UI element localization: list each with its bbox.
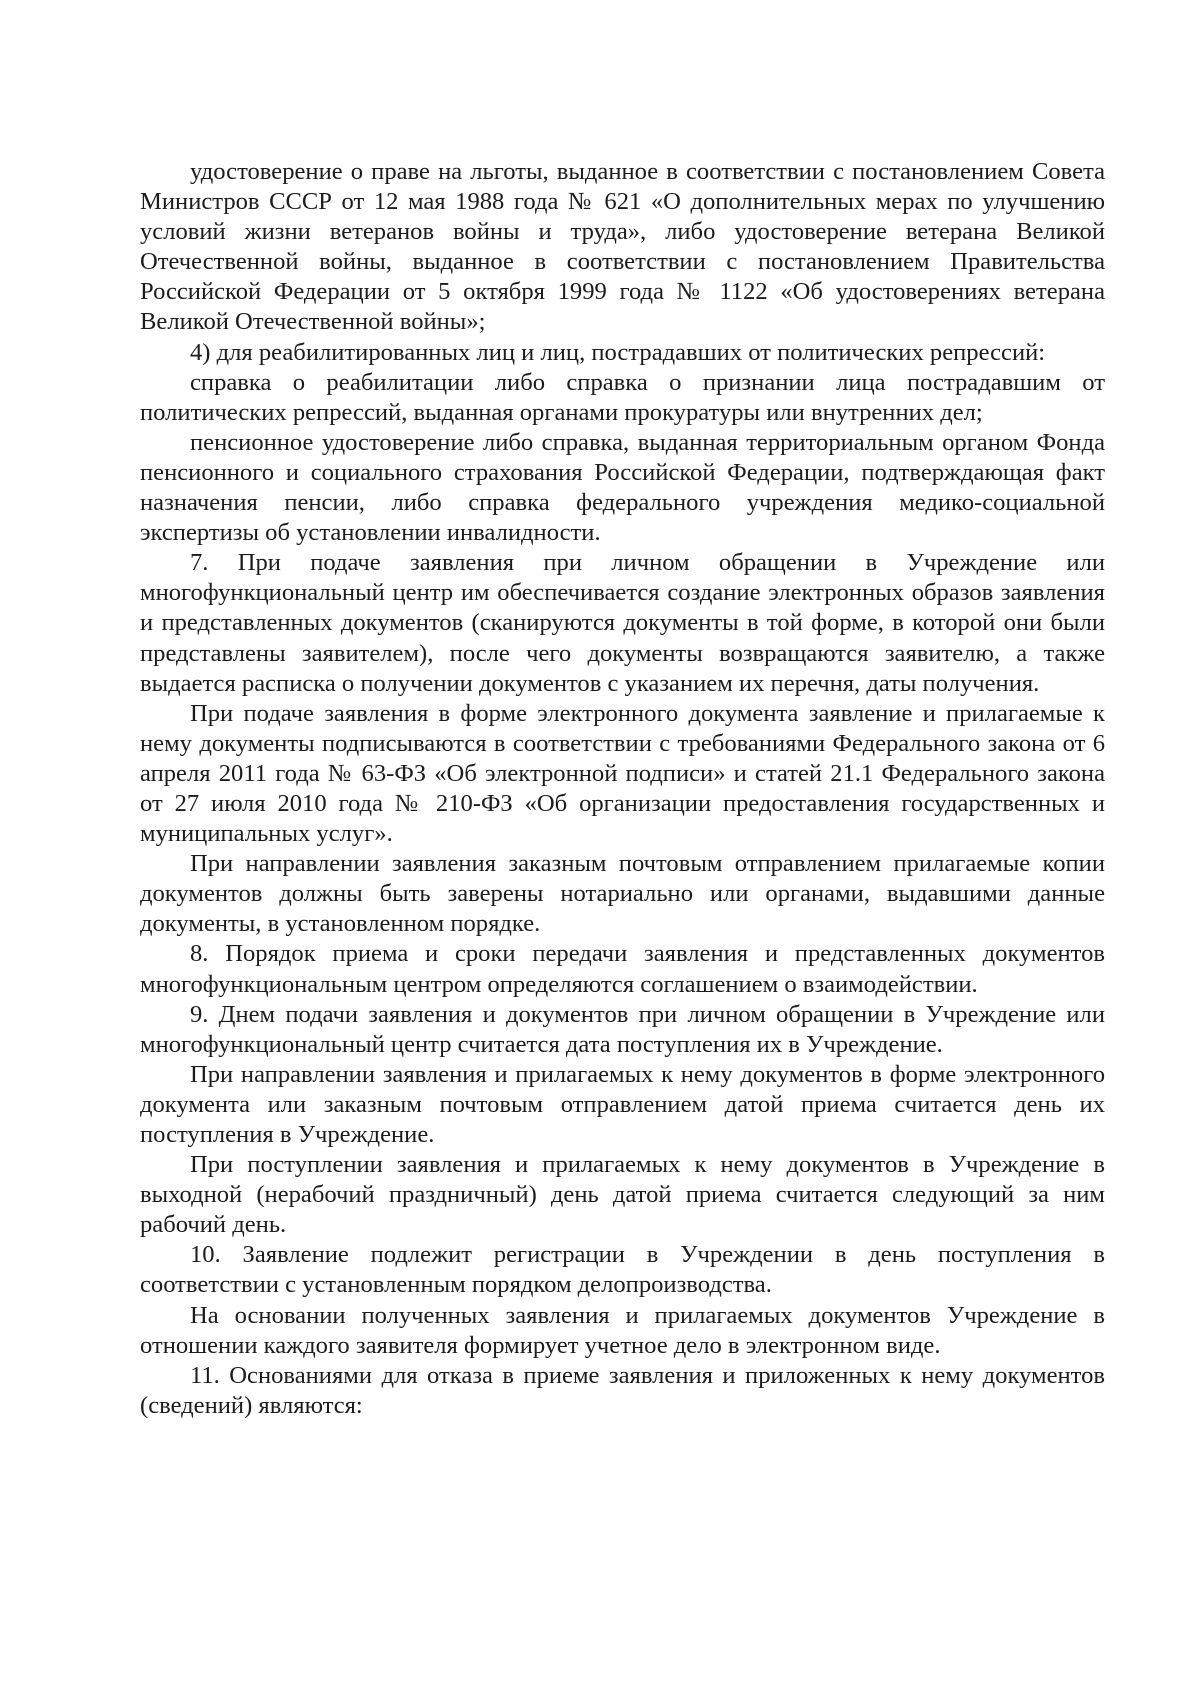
paragraph-item-9: 9. Днем подачи заявления и документов при личном обращении в Учреждение или многофункциональный центр считается дата поступления их в Учреждение. <box>140 1000 1105 1058</box>
document-body <box>140 157 1105 1421</box>
paragraph-item-11: 11. Основаниями для отказа в приеме заявления и приложенных к нему документов (сведений) являются: <box>140 1361 1105 1419</box>
paragraph-postal-submission: При направлении заявления заказным почтовым отправлением прилагаемые копии документов должны быть заверены нотариально или органами, выдавшими данные документы, в установленном порядке. <box>140 850 1105 938</box>
paragraph-veteran-certificate: удостоверение о праве на льготы, выданное в соответствии с постановлением Совета Министров СССР от 12 мая 1988 года № 621 «О дополнительных мерах по улучшению условий жизни ветеранов войны и труда», либо удостоверение ветерана Великой Отечественной войны, выданное в соответствии с постановлением Правительства Российской Федерации от 5 октября 1999 года № 1122 «Об удостоверениях ветерана Великой Отечественной войны»; <box>140 158 1105 336</box>
paragraph-item-8: 8. Порядок приема и сроки передачи заявления и представленных документов многофункциональным центром определяются соглашением о взаимодействии. <box>140 940 1105 998</box>
paragraph-item-10: 10. Заявление подлежит регистрации в Учреждении в день поступления в соответствии с установленным порядком делопроизводства. <box>140 1241 1105 1299</box>
paragraph-pension-certificate: пенсионное удостоверение либо справка, выданная территориальным органом Фонда пенсионного и социального страхования Российской Федерации, подтверждающая факт назначения пенсии, либо справка федерального учреждения медико-социальной экспертизы об установлении инвалидности. <box>140 428 1105 547</box>
paragraph-item-7: 7. При подаче заявления при личном обращении в Учреждение или многофункциональный центр им обеспечивается создание электронных образов заявления и представленных документов (сканируются документы в той форме, в которой они были представлены заявителем), после чего документы возвращаются заявителю, а также выдается расписка о получении документов с указанием их перечня, даты получения. <box>140 549 1105 697</box>
paragraph-electronic-submission: При подаче заявления в форме электронного документа заявление и прилагаемые к нему документы подписываются в соответствии с требованиями Федерального закона от 6 апреля 2011 года № 63-ФЗ «Об электронной подписи» и статей 21.1 Федерального закона от 27 июля 2010 года № 210-ФЗ «Об организации предоставления государственных и муниципальных услуг». <box>140 699 1105 848</box>
paragraph-rehabilitation-certificate: справка о реабилитации либо справка о признании лица пострадавшим от политических репрессий, выданная органами прокуратуры или внутренних дел; <box>140 368 1105 426</box>
paragraph-holiday-receipt: При поступлении заявления и прилагаемых к нему документов в Учреждение в выходной (нерабочий праздничный) день датой приема считается следующий за ним рабочий день. <box>140 1151 1105 1239</box>
paragraph-account-file: На основании полученных заявления и прилагаемых документов Учреждение в отношении каждого заявителя формирует учетное дело в электронном виде. <box>140 1301 1105 1359</box>
paragraph-item-4-rehabilitated: 4) для реабилитированных лиц и лиц, пострадавших от политических репрессий: <box>190 338 1046 366</box>
paragraph-receipt-date: При направлении заявления и прилагаемых к нему документов в форме электронного документа или заказным почтовым отправлением датой приема считается день их поступления в Учреждение. <box>140 1060 1105 1148</box>
